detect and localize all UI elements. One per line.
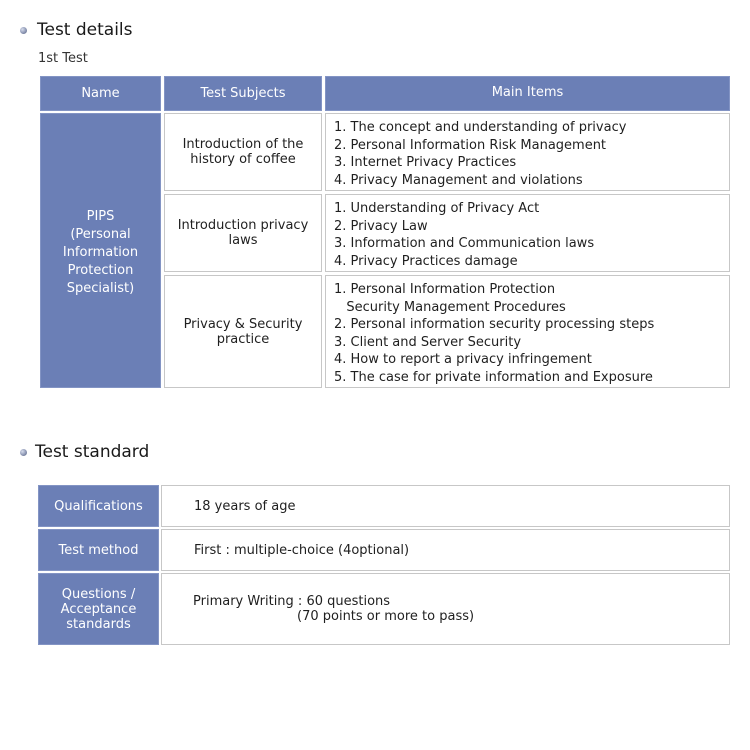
list-item: 2. Personal information security processing steps xyxy=(334,317,655,332)
list-item: 2. Privacy Law xyxy=(334,218,428,234)
main-items-cell xyxy=(325,194,730,272)
name-cell-pips xyxy=(40,113,161,388)
list-item: 4. Privacy Management and violations xyxy=(334,172,583,188)
name-cell-text: PIPS (Personal Information Protection Specialist) xyxy=(62,208,139,296)
qualifications-label: Qualifications xyxy=(38,485,159,527)
list-item: Security Management Procedures xyxy=(334,299,566,315)
pass-criteria-text: (70 points or more to pass) xyxy=(297,609,475,624)
list-item: 1. The concept and understanding of privacy xyxy=(334,120,627,135)
test-round-label: 1st Test xyxy=(38,51,88,66)
list-item: 4. Privacy Practices damage xyxy=(334,253,518,269)
questions-acceptance-value xyxy=(161,573,730,645)
subject-cell: Introduction privacy laws xyxy=(164,194,322,272)
list-item: 3. Internet Privacy Practices xyxy=(334,155,517,170)
qualifications-value: 18 years of age xyxy=(161,485,730,527)
column-header-main-items: Main Items xyxy=(325,76,730,111)
column-header-name: Name xyxy=(40,76,161,111)
list-item: 3. Client and Server Security xyxy=(334,334,522,350)
list-item: 1. Understanding of Privacy Act xyxy=(334,201,540,216)
list-item: 2. Personal Information Risk Management xyxy=(334,137,607,153)
section-heading-test-details: Test details xyxy=(37,20,133,40)
bullet-icon xyxy=(20,27,27,34)
list-item: 1. Personal Information Protection xyxy=(334,282,556,297)
questions-acceptance-label: Questions / Acceptance standards xyxy=(38,573,159,645)
list-item: 5. The case for private information and Exposure xyxy=(334,369,653,385)
subject-cell: Privacy & Security practice xyxy=(164,275,322,388)
test-method-value: First : multiple-choice (4optional) xyxy=(161,529,730,571)
test-method-label: Test method xyxy=(38,529,159,571)
main-items-cell xyxy=(325,113,730,191)
list-item: 3. Information and Communication laws xyxy=(334,236,595,251)
list-item: 4. How to report a privacy infringement xyxy=(334,352,592,367)
column-header-test-subjects: Test Subjects xyxy=(164,76,322,111)
questions-count-text: Primary Writing : 60 questions xyxy=(193,594,391,609)
main-items-cell xyxy=(325,275,730,388)
subject-cell: Introduction of the history of coffee xyxy=(164,113,322,191)
section-heading-test-standard: Test standard xyxy=(35,442,150,462)
bullet-icon xyxy=(20,449,27,456)
